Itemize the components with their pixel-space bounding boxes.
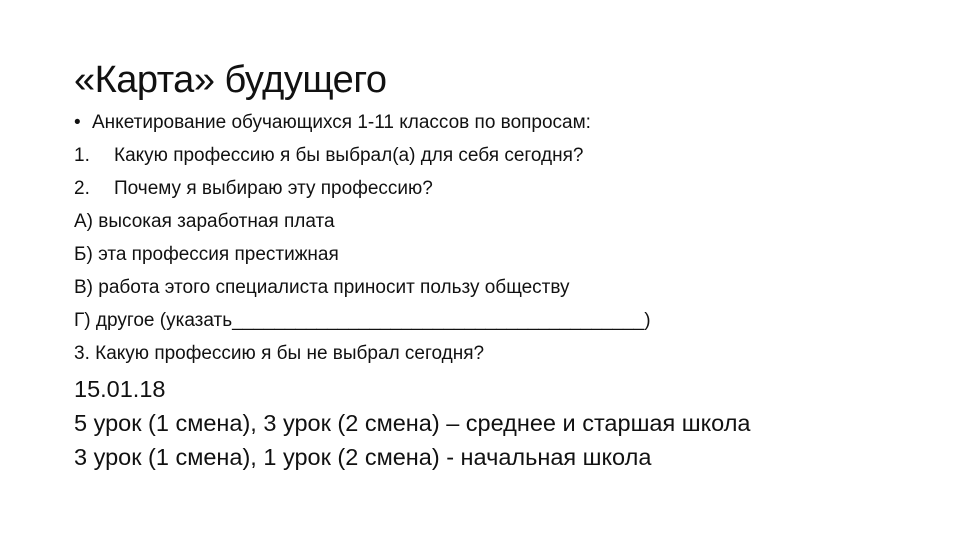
schedule-line-2: 3 урок (1 смена), 1 урок (2 смена) - начальная школа <box>74 444 652 470</box>
question-2-number: 2. <box>74 178 90 199</box>
option-b: Б) эта профессия престижная <box>74 244 339 265</box>
slide-title: «Карта» будущего <box>74 59 387 101</box>
question-1-number: 1. <box>74 145 90 166</box>
option-d: Г) другое (указать_______________________________________) <box>74 310 651 331</box>
slide-content <box>74 106 934 474</box>
intro-text: Анкетирование обучающихся 1-11 классов по вопросам: <box>92 112 591 133</box>
bullet-icon: • <box>74 112 81 133</box>
schedule-line-1: 5 урок (1 смена), 3 урок (2 смена) – среднее и старшая школа <box>74 410 751 436</box>
question-3: 3. Какую профессию я бы не выбрал сегодня? <box>74 343 485 364</box>
question-1 <box>74 139 934 172</box>
question-1-text: Какую профессию я бы выбрал(а) для себя сегодня? <box>114 145 584 166</box>
intro-line <box>74 106 934 139</box>
option-a: А) высокая заработная плата <box>74 211 335 232</box>
schedule-date: 15.01.18 <box>74 376 166 402</box>
option-c: В) работа этого специалиста приносит пользу обществу <box>74 277 570 298</box>
question-2 <box>74 172 934 205</box>
question-2-text: Почему я выбираю эту профессию? <box>114 178 433 199</box>
